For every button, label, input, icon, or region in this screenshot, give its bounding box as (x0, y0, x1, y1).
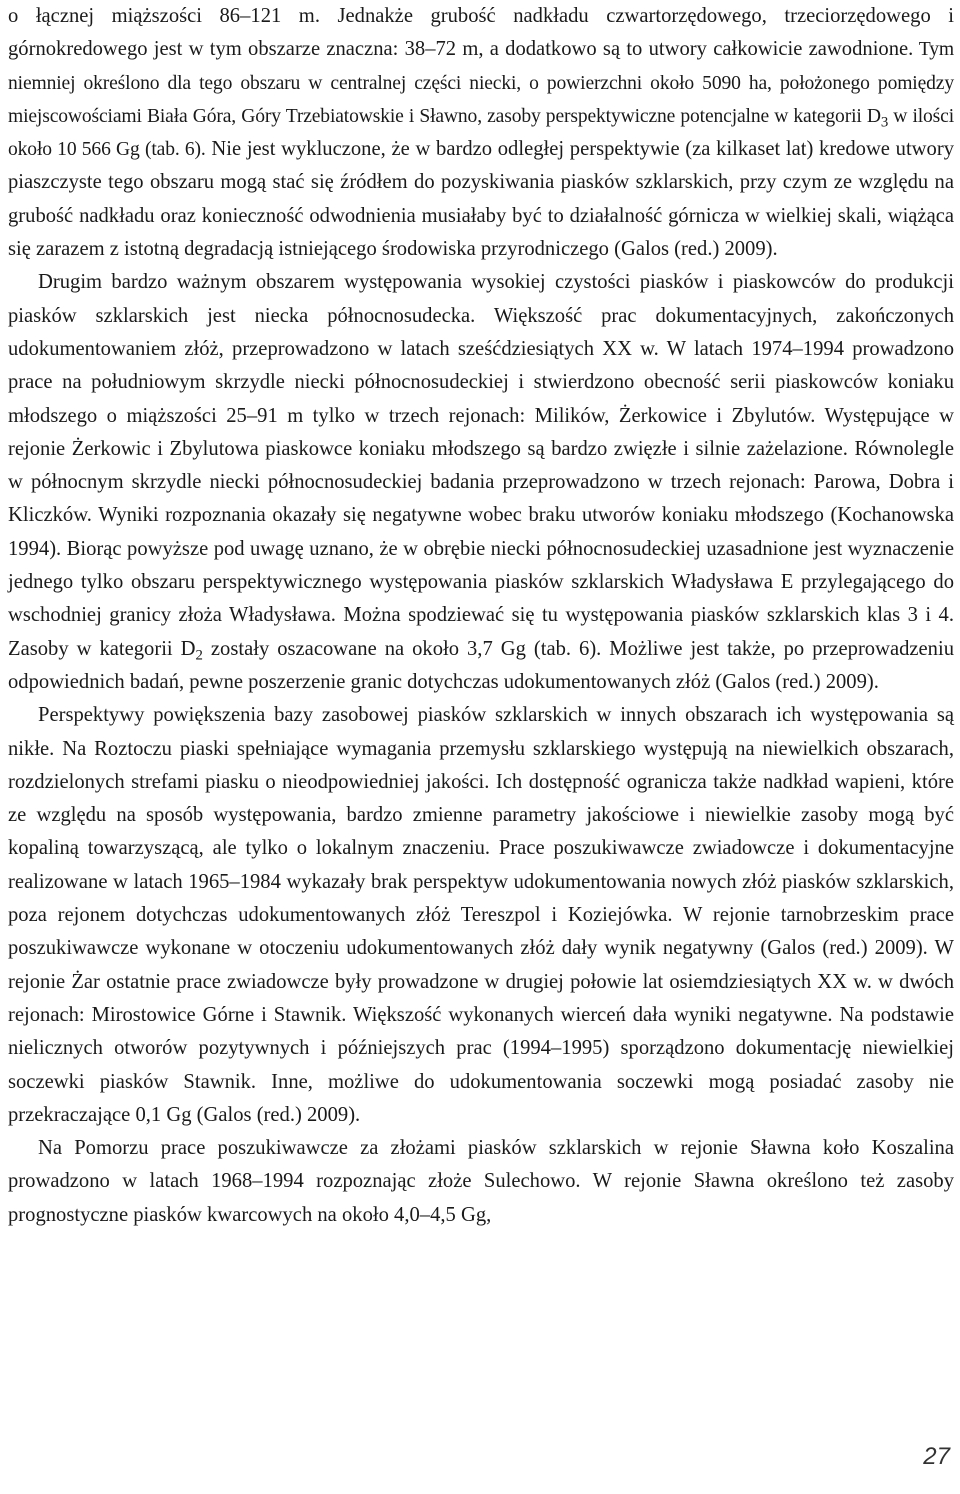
body-text (8, 0, 954, 1232)
subscript-d3: 3 (880, 114, 889, 131)
paragraph-1-part-a: o łącznej miąższości 86–121 m. Jednakże grubość nadkładu czwartorzędowego, trzeciorzędowego i górnokredowego jest w tym obszarze znaczna: 38–72 m, a dodatkowo są to utwory całkowicie zawodnione. (8, 5, 954, 61)
paragraph-1-part-d: Nie jest wykluczone, że w bardzo odległej perspektywie (za kilkaset lat) kredowe utwory piaszczyste tego obszaru mogą stać się źródłem do pozyskiwania piasków szklarskich, przy czym ze względu na grubość nadkładu oraz konieczność odwodnienia musiałaby być to działalność górnicza w wielkiej skali, wiążąca się zarazem z istotną degradacją istniejącego środowiska przyrodniczego (Galos (red.) 2009). (8, 138, 954, 261)
paragraph-3: Perspektywy powiększenia bazy zasobowej piasków szklarskich w innych obszarach ich występowania są nikłe. Na Roztoczu piaski spełniające wymagania przemysłu szklarskiego występują na niewielkich obszarach, rozdzielonych strefami piasku o nieodpowiedniej jakości. Ich dostępność ogranicza także nadkład wapieni, które ze względu na sposób występowania, bardzo zmienne parametry jakościowe i niewielkie zasoby mogą być kopaliną towarzyszącą, ale tylko o lokalnym znaczeniu. Prace poszukiwawcze zwiadowcze i dokumentacyjne realizowane w latach 1965–1984 wykazały brak perspektyw udokumentowania nowych złóż piasków szklarskich, poza rejonem dotychczas udokumentowanych złóż Tereszpol i Koziejówka. W rejonie tarnobrzeskim prace poszukiwawcze wykonane w otoczeniu udokumentowanych złóż dały wynik negatywny (Galos (red.) 2009). W rejonie Żar ostatnie prace zwiadowcze były prowadzone w drugiej połowie lat osiemdziesiątych XX w. w dwóch rejonach: Mirostowice Górne i Stawnik. Większość wykonanych wierceń dała wyniki negatywne. Na podstawie nielicznych otworów pozytywnych i późniejszych prac (1994–1995) sporządzono dokumentację niewielkiej soczewki piasków Stawnik. Inne, możliwe do udokumentowania soczewki mogą posiadać zasoby nie przekraczające 0,1 Gg (Galos (red.) 2009). (8, 704, 954, 1126)
paragraph-4: Na Pomorzu prace poszukiwawcze za złożami piasków szklarskich w rejonie Sławna koło Koszalina prowadzono w latach 1968–1994 rozpoznając złoże Sulechowo. W rejonie Sławna określono też zasoby prognostyczne piasków kwarcowych na około 4,0–4,5 Gg, (8, 1137, 954, 1226)
paragraph-2-part-a: Drugim bardzo ważnym obszarem występowania wysokiej czystości piasków i piaskowców do produkcji piasków szklarskich jest niecka północnosudecka. Większość prac dokumentacyjnych, zakończonych udokumentowaniem złóż, przeprowadzono w latach sześćdziesiątych XX w. W latach 1974–1994 prowadzono prace na południowym skrzydle niecki północnosudeckiej i stwierdzono obecność serii piaskowców koniaku młodszego o miąższości 25–91 m tylko w trzech rejonach: Milików, Żerkowice i Zbylutów. Występujące w rejonie Żerkowic i Zbylutowa piaskowce koniaku młodszego są bardzo zwięzłe i silnie zażelazione. Równolegle w północnym skrzydle niecki północnosudeckiej badania przeprowadzono w trzech rejonach: Parowa, Dobra i Kliczków. Wyniki rozpoznania okazały się negatywne wobec braku utworów koniaku młodszego (Kochanowska 1994). Biorąc powyższe pod uwagę uznano, że w obrębie niecki północnosudeckiej uzasadnione jest wyznaczenie jednego tylko obszaru perspektywicznego występowania piasków szklarskich Władysława E przylegającego do wschodniej granicy złoża Władysława. Można spodziewać się tu występowania piasków szklarskich klas 3 i 4. Zasoby w kategorii D (8, 271, 954, 660)
paragraph-2 (8, 266, 954, 699)
paragraph-1-part-c: w ilości około 10 566 Gg (tab. 6). (8, 105, 954, 161)
subscript-d2: 2 (195, 647, 203, 664)
paragraph-1 (8, 0, 954, 266)
paragraph-2-part-b: zostały oszacowane na około 3,7 Gg (tab. 6). Możliwe jest także, po przeprowadzeniu odpowiednich badań, pewne poszerzenie granic dotychczas udokumentowanych złóż (Galos (red.) 2009). (8, 637, 954, 693)
paragraph-1-part-b: Tym niemniej określono dla tego obszaru w centralnej części niecki, o powierzchni około 5090 ha, położonego pomiędzy miejscowościami Biała Góra, Góry Trzebiatowskie i Sławno, zasoby perspektywiczne potencjalne w kategorii D (8, 39, 954, 127)
page-number: 27 (923, 1443, 950, 1470)
